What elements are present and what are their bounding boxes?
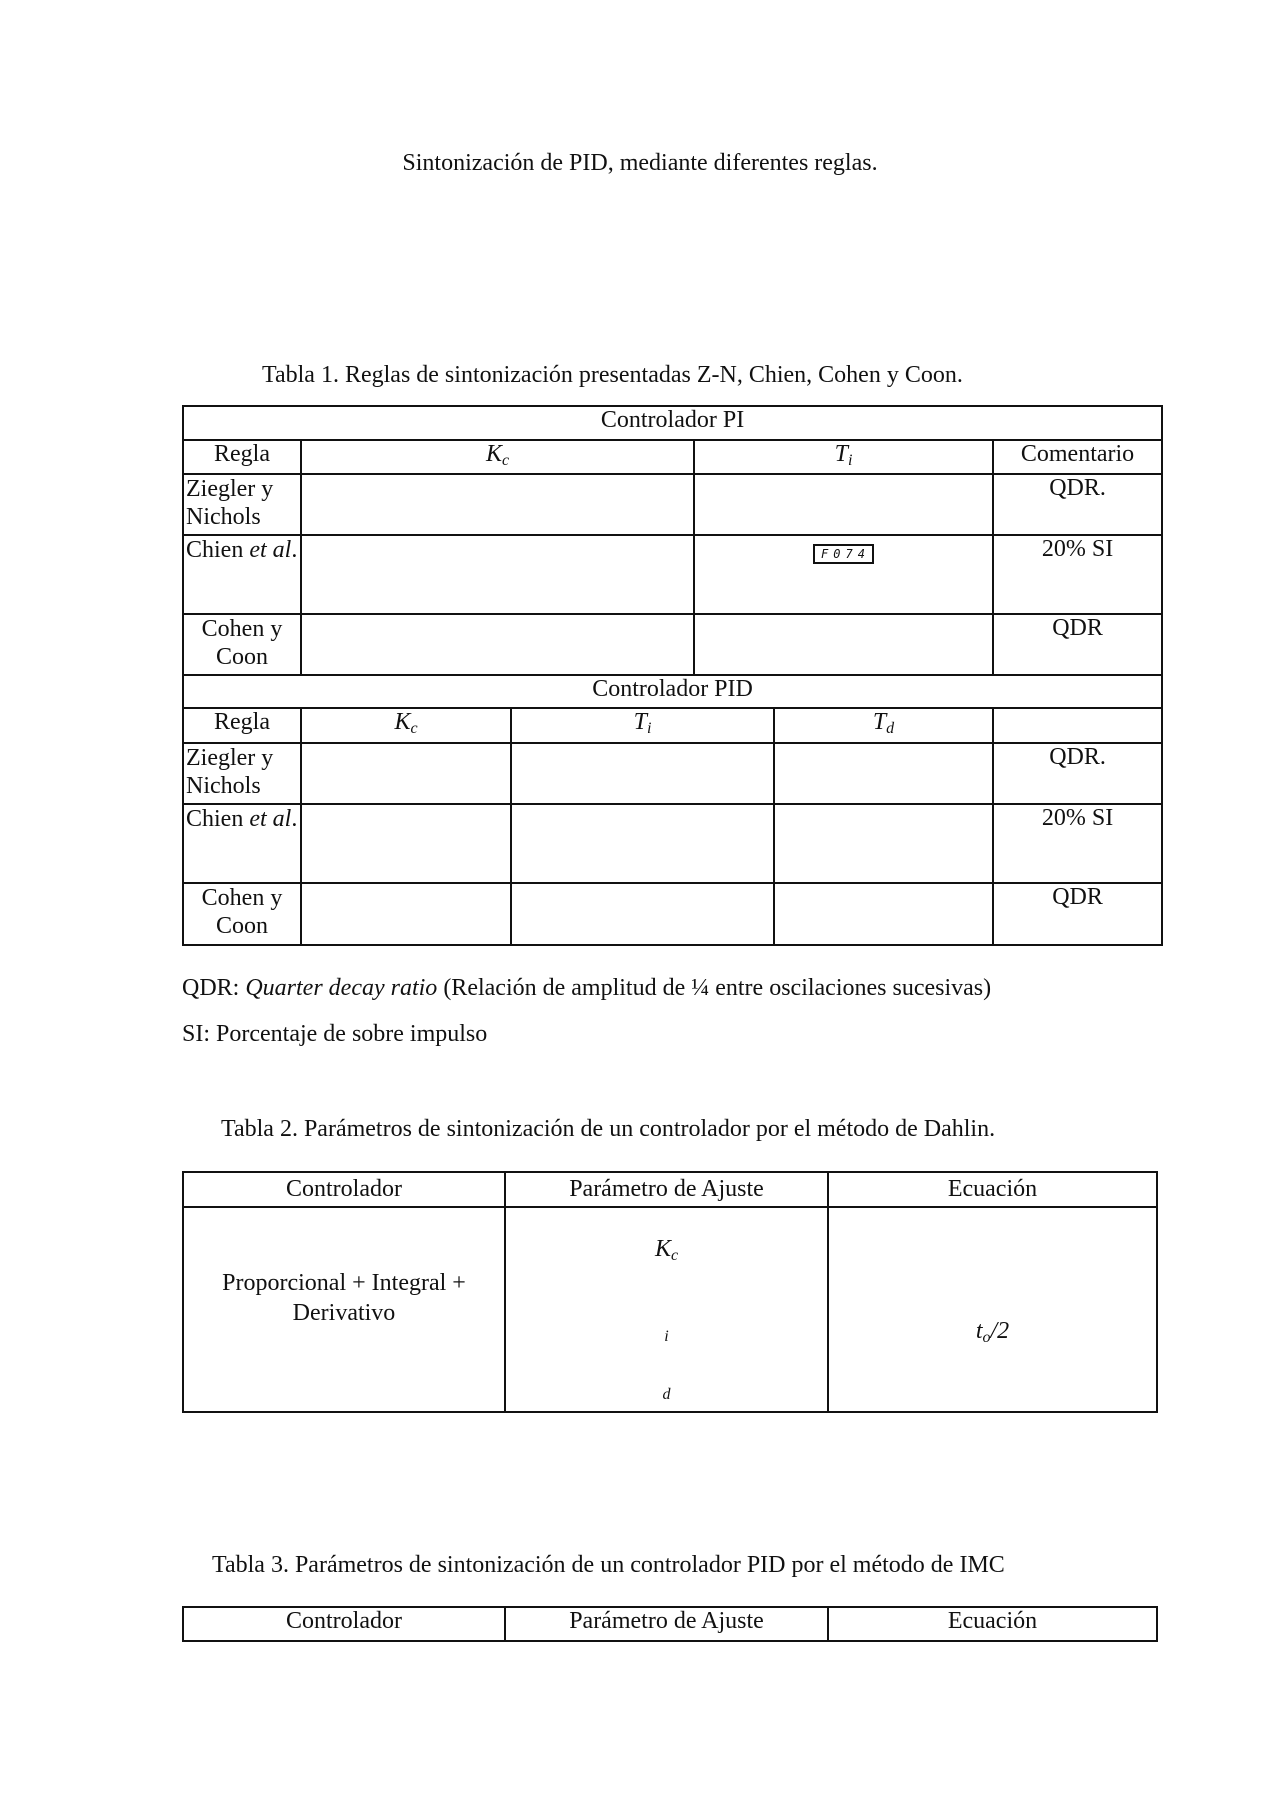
param-i: i: [664, 1328, 669, 1345]
table2-caption: Tabla 2. Parámetros de sintonización de un controlador por el método de Dahlin.: [221, 1116, 996, 1142]
pid-col-comentario: [993, 708, 1162, 743]
table3: [182, 1606, 1158, 1642]
pi-row-comentario: QDR.: [993, 474, 1162, 535]
table1: [182, 405, 1163, 946]
table2-controller: Proporcional + Integral + Derivativo: [183, 1207, 505, 1412]
table-row: [183, 474, 1162, 535]
pid-row-td: [774, 804, 993, 883]
pi-row-kc: [301, 474, 694, 535]
pi-row-regla: Chien et al.: [183, 535, 301, 614]
pid-row-td: [774, 883, 993, 945]
pid-row-ti: [511, 804, 774, 883]
table3-col-parametro: Parámetro de Ajuste: [505, 1607, 828, 1641]
table2-equation: $t_o/2$: [828, 1207, 1157, 1412]
pi-row-kc: [301, 535, 694, 614]
table-row: [183, 743, 1162, 804]
pid-row-kc: [301, 883, 511, 945]
pid-col-kc: $K_c$: [301, 708, 511, 743]
pi-col-kc: $K_c$: [301, 440, 694, 474]
pi-row-comentario: QDR: [993, 614, 1162, 675]
pid-row-comentario: 20% SI: [993, 804, 1162, 883]
table2: [182, 1171, 1158, 1413]
note-qdr: QDR: Quarter decay ratio (Relación de amplitud de ¼ entre oscilaciones sucesivas): [182, 975, 992, 1001]
param-d: d: [662, 1386, 671, 1403]
table1-caption: Tabla 1. Reglas de sintonización presentadas Z-N, Chien, Cohen y Coon.: [262, 362, 963, 388]
pid-row-comentario: QDR.: [993, 743, 1162, 804]
pid-row-comentario: QDR: [993, 883, 1162, 945]
pid-row-ti: [511, 743, 774, 804]
table-row: [183, 535, 1162, 614]
pid-row-regla: Cohen y Coon: [183, 883, 301, 945]
pid-row-regla: Ziegler y Nichols: [183, 743, 301, 804]
table3-col-ecuacion: Ecuación: [828, 1607, 1157, 1641]
pi-row-comentario: 20% SI: [993, 535, 1162, 614]
table3-col-controlador: Controlador: [183, 1607, 505, 1641]
pi-col-comentario: Comentario: [993, 440, 1162, 474]
pid-col-td: $T_d$: [774, 708, 993, 743]
pi-col-regla: Regla: [183, 440, 301, 474]
param-kc: $K_c$: [654, 1236, 679, 1264]
pid-row-kc: [301, 743, 511, 804]
pi-row-regla: Cohen y Coon: [183, 614, 301, 675]
pid-row-ti: [511, 883, 774, 945]
pi-col-ti: $T_i$: [694, 440, 993, 474]
table-row: [183, 1207, 1157, 1412]
table2-col-ecuacion: Ecuación: [828, 1172, 1157, 1207]
pi-row-ti: [694, 535, 993, 614]
pi-row-ti: [694, 614, 993, 675]
pi-row-regla: Ziegler y Nichols: [183, 474, 301, 535]
table-row: [183, 804, 1162, 883]
pi-row-kc: [301, 614, 694, 675]
table2-col-controlador: Controlador: [183, 1172, 505, 1207]
pi-row-ti: [694, 474, 993, 535]
pid-section-header: Controlador PID: [183, 675, 1162, 708]
page-title: Sintonización de PID, mediante diferentes reglas.: [402, 150, 878, 176]
pid-col-regla: Regla: [183, 708, 301, 743]
note-si: SI: Porcentaje de sobre impulso: [182, 1021, 488, 1047]
pid-row-regla: Chien et al.: [183, 804, 301, 883]
table-row: [183, 614, 1162, 675]
pid-col-ti: $T_i$: [511, 708, 774, 743]
pi-section-header: Controlador PI: [183, 406, 1162, 440]
pid-row-td: [774, 743, 993, 804]
table2-col-parametro: Parámetro de Ajuste: [505, 1172, 828, 1207]
table3-caption: Tabla 3. Parámetros de sintonización de un controlador PID por el método de IMC: [212, 1552, 1005, 1578]
table-row: [183, 883, 1162, 945]
table2-parameters: [505, 1207, 828, 1412]
formula-placeholder-badge: F074: [813, 544, 874, 564]
pid-row-kc: [301, 804, 511, 883]
